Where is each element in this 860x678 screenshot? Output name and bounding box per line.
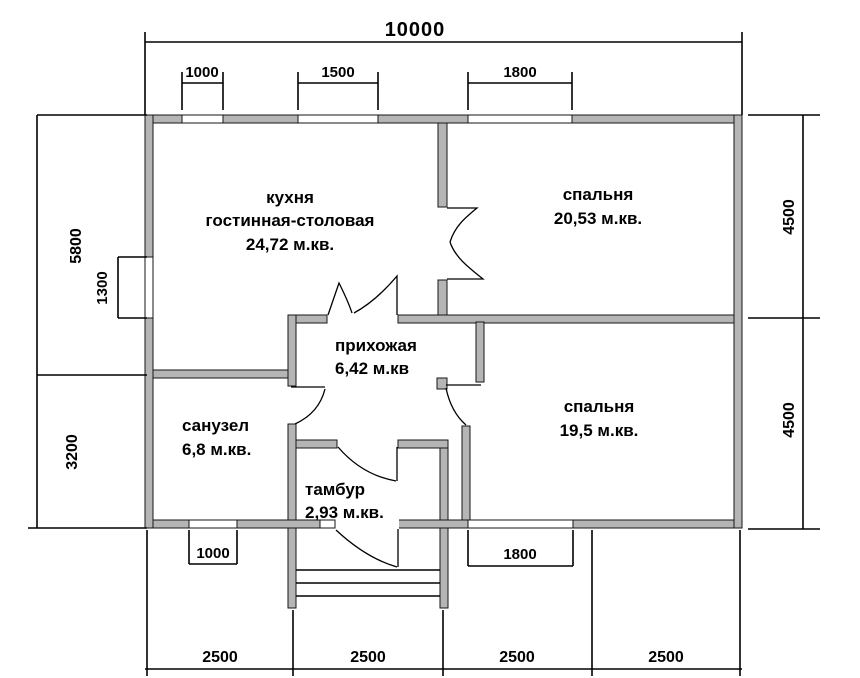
dim-label-right-4500-top: 4500 xyxy=(781,199,798,235)
wall-hallway-right-stub xyxy=(476,322,484,382)
window-top-1800 xyxy=(468,115,572,123)
outer-wall-right xyxy=(734,115,742,528)
wall-bedroom2-left-lower xyxy=(462,426,470,520)
window-bottom-1000 xyxy=(189,520,237,528)
wall-hallway-top-right xyxy=(398,315,734,323)
room-label-bedroom-top: спальня xyxy=(562,185,634,204)
door-bedroom2-arc xyxy=(446,388,466,425)
room-label-bathroom: санузел xyxy=(182,416,250,435)
dim-label-bottom-2500-3: 2500 xyxy=(499,649,535,666)
porch-column-left xyxy=(288,528,296,608)
room-label-kitchen-line1: кухня xyxy=(266,188,314,207)
wall-vestibule-right xyxy=(440,448,448,520)
door-bedroom-top-leaf-b xyxy=(447,242,483,279)
dim-label-left-5800: 5800 xyxy=(68,228,85,264)
wall-bathroom-top xyxy=(153,370,288,378)
porch xyxy=(288,528,448,608)
dim-label-bottom-1800: 1800 xyxy=(503,546,537,563)
dim-label-left-3200: 3200 xyxy=(64,434,81,470)
window-top-1500 xyxy=(298,115,378,123)
door-kitchen-leaf-b xyxy=(354,276,397,315)
room-labels xyxy=(182,185,642,522)
dim-label-top-1800: 1800 xyxy=(503,64,537,81)
room-label-hallway-area: 6,42 м.кв xyxy=(335,359,410,378)
door-entry-arc xyxy=(336,530,397,567)
window-left-1300 xyxy=(145,257,153,318)
window-bottom-1800 xyxy=(468,520,573,528)
door-bathroom-arc xyxy=(295,389,325,424)
outer-wall-left xyxy=(145,115,153,528)
room-label-kitchen-area: 24,72 м.кв. xyxy=(245,235,335,254)
room-label-bathroom-area: 6,8 м.кв. xyxy=(182,440,252,459)
outer-wall-top xyxy=(145,115,742,123)
walls xyxy=(145,115,742,528)
wall-vestibule-top-right xyxy=(398,440,448,448)
room-label-vestibule: тамбур xyxy=(305,480,366,499)
dim-label-bottom-2500-1: 2500 xyxy=(202,649,238,666)
wall-vestibule-top-left xyxy=(296,440,337,448)
room-label-kitchen-line2: гостинная-столовая xyxy=(205,211,375,230)
dim-label-top-1500: 1500 xyxy=(321,64,355,81)
wall-hallway-left-lower xyxy=(288,424,296,520)
door-bedroom-top-leaf-a xyxy=(447,208,477,242)
room-label-hallway: прихожая xyxy=(335,336,417,355)
window-top-1000 xyxy=(182,115,223,123)
room-label-bedroom-top-area: 20,53 м.кв. xyxy=(553,209,643,228)
door-vestibule-arc xyxy=(338,447,396,481)
dim-label-left-1300: 1300 xyxy=(94,271,111,305)
wall-kitchen-bedroom-upper xyxy=(438,123,447,207)
porch-column-right xyxy=(440,528,448,608)
dim-label-bottom-2500-4: 2500 xyxy=(648,649,684,666)
room-label-bedroom-bottom: спальня xyxy=(563,397,635,416)
door-kitchen-leaf-a xyxy=(328,283,352,315)
dim-label-right-4500-bottom: 4500 xyxy=(781,402,798,438)
dim-label-bottom-2500-2: 2500 xyxy=(350,649,386,666)
dim-label-top-1000: 1000 xyxy=(185,64,219,81)
wall-hallway-left-upper xyxy=(288,315,296,386)
dim-label-top-total: 10000 xyxy=(384,19,446,41)
room-label-bedroom-bottom-area: 19,5 м.кв. xyxy=(559,421,639,440)
wall-door-stop-pier xyxy=(437,378,447,389)
dim-label-bottom-1000: 1000 xyxy=(196,545,230,562)
room-label-vestibule-area: 2,93 м.кв. xyxy=(305,503,384,522)
